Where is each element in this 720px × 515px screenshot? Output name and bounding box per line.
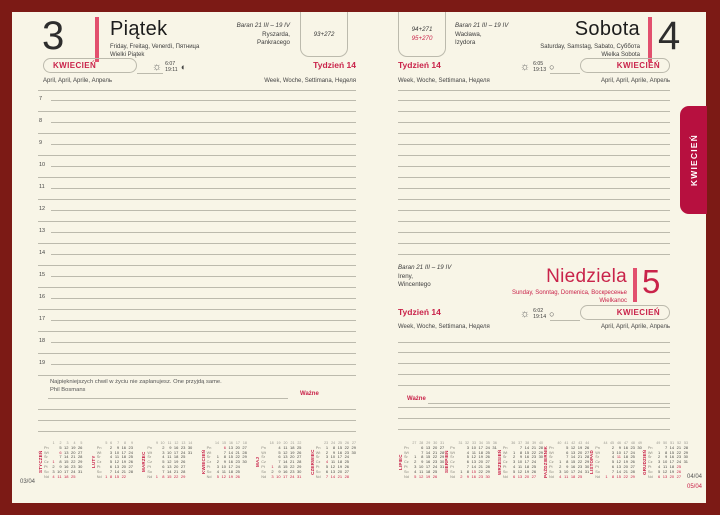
friday-holiday: Wielki Piątek	[110, 52, 145, 58]
sunday-month-box-line	[550, 320, 580, 321]
saturday-month-label: KWIECIEŃ	[616, 61, 660, 70]
saturday-day-translations: Saturday, Samstag, Sabato, Суббота	[540, 44, 640, 50]
mini-calendar	[543, 441, 589, 483]
ruled-line	[398, 134, 670, 145]
mini-calendar	[444, 441, 497, 483]
hour-row	[38, 222, 356, 233]
hour-label: 17	[39, 316, 46, 322]
saturday-day-number: 4	[658, 14, 681, 58]
saturday-sun-moon	[520, 61, 555, 73]
mini-calendar-month-label: PAŹDZIERNIK	[543, 445, 549, 479]
mini-calendar	[201, 441, 247, 483]
hour-row	[38, 134, 356, 145]
hour-label: 19	[39, 360, 46, 366]
mini-calendar-grid: 44 45 46 47 48 49 Pn 2 9 16 23 30 Wt 3 10 17 24 Śr 4 11 18 25 Cz 5 12 19 26 Pt 6 13 20 27 So 7 14 21 28 Nd 1 8 15 22 29	[595, 441, 642, 479]
friday-month-translations: April, April, Aprile, Апрель	[43, 78, 113, 84]
hour-row	[38, 354, 356, 365]
mini-calendar-grid: 36 37 38 39 40 Pn 7 14 21 28 Wt 1 8 15 22 29 Śr 2 9 16 23 30 Cz 3 10 17 24 Pt 4 11 18 25 So 5 12 19 26 Nd 6 13 20 27	[502, 441, 544, 479]
ruled-line	[38, 211, 356, 222]
mini-calendar-month-label: LIPIEC	[398, 454, 403, 470]
sunday-month-label: KWIECIEŃ	[616, 308, 660, 317]
mini-calendar-month-label: GRUDZIEŃ	[641, 449, 647, 475]
sunday-name-day-2: Wincentego	[398, 281, 431, 288]
sun-icon: ☼	[152, 60, 163, 73]
hour-row	[38, 244, 356, 255]
friday-sunset: 19:11	[165, 67, 178, 74]
saturday-name-day-1: Wacława,	[455, 30, 482, 38]
sunday-accent-bar	[633, 268, 637, 302]
sunday-holiday: Wielkanoc	[599, 298, 627, 304]
mini-calendar-grid: 9 10 11 12 13 14 Pn 2 9 16 23 30 Wt 3 10 17 24 31 Śr 4 11 18 25 Cz 5 12 19 26 Pt 6 13 20 27 So 7 14 21 28 Nd 1 8 15 22 29	[147, 441, 193, 479]
hour-row	[38, 266, 356, 277]
hour-row	[38, 112, 356, 123]
ruled-line	[38, 189, 356, 200]
mini-calendar	[255, 441, 301, 483]
ruled-line	[398, 189, 670, 200]
mini-calendar	[91, 441, 133, 483]
saturday-week-label: Tydzień 14	[398, 60, 441, 70]
mini-calendar	[642, 441, 688, 483]
hour-label: 12	[39, 206, 46, 212]
sunday-day-counter: 95+270	[411, 35, 433, 42]
hour-row	[38, 90, 356, 101]
mini-calendar-month-label: WRZESIEŃ	[496, 449, 502, 475]
ruled-line	[38, 321, 356, 332]
mini-calendar-grid: 1 2 3 4 5 Pn 5 12 19 26 Wt 6 13 20 27 Śr 7 14 21 28 Cz 1 8 15 22 29 Pt 2 9 16 23 30 So 3 10 17 24 31 Nd 4 11 18 25	[44, 441, 83, 479]
hour-row	[38, 200, 356, 211]
ruled-line	[398, 167, 670, 178]
ruled-line	[38, 421, 356, 432]
ruled-line	[398, 200, 670, 211]
sunday-name-day-1: Ireny,	[398, 272, 414, 280]
mini-calendar-month-label: MARZEC	[141, 451, 147, 473]
saturday-sunrise: 6:05	[533, 61, 544, 67]
saturday-day-counter: 94+271	[411, 26, 433, 33]
right-page-number-bottom: 05/04	[686, 483, 702, 490]
friday-month-label: KWIECIEŃ	[53, 61, 97, 70]
hour-label: 7	[39, 96, 43, 102]
month-tab	[680, 106, 707, 214]
saturday-notes-lines	[398, 90, 670, 255]
mini-calendar-month-label: LUTY	[90, 455, 96, 469]
ruled-line	[398, 408, 670, 419]
hour-label: 14	[39, 250, 46, 256]
sunday-week-translations: Week, Woche, Settimana, Неделя	[398, 324, 490, 330]
sun-icon: ☼	[520, 60, 531, 73]
ruled-line	[398, 353, 670, 364]
ruled-line	[38, 365, 356, 376]
sunday-notes-lines-b	[398, 397, 670, 430]
ruled-line	[38, 233, 356, 244]
friday-zodiac-block	[162, 22, 290, 48]
saturday-month-box	[580, 58, 670, 73]
mini-calendars-left	[38, 441, 356, 483]
sunday-zodiac: Baran 21 III – 19 IV	[398, 264, 452, 271]
saturday-sun-times	[533, 61, 546, 73]
sunday-month-translations: April, April, Aprile, Апрель	[600, 324, 670, 330]
mini-calendar-grid: 40 41 42 43 44 Pn 5 12 19 26 Wt 6 13 20 27 Śr 7 14 21 28 Cz 1 8 15 22 29 Pt 2 9 16 23 30 So 3 10 17 24 31 Nd 4 11 18 25	[549, 441, 590, 479]
ruled-line	[398, 156, 670, 167]
friday-day-translations: Friday, Freitag, Venerdì, Пятница	[110, 44, 200, 50]
saturday-month-box-line	[550, 73, 580, 74]
left-page-number: 03/04	[20, 479, 36, 485]
saturday-zodiac: Baran 21 III – 19 IV	[455, 22, 509, 29]
ruled-line	[398, 244, 670, 255]
saturday-week-translations: Week, Woche, Settimana, Неделя	[398, 78, 490, 84]
friday-important-label: Ważne	[300, 391, 319, 397]
mini-calendar	[141, 441, 192, 483]
ruled-line	[398, 90, 670, 101]
saturday-holiday: Wielka Sobota	[601, 52, 640, 58]
sunday-day-name: Niedziela	[546, 266, 627, 287]
ruled-line	[398, 101, 670, 112]
ruled-line	[398, 419, 670, 430]
ruled-line	[38, 123, 356, 134]
saturday-month-translations: April, April, Aprile, Апрель	[600, 78, 670, 84]
mini-calendar	[589, 441, 642, 483]
moon-phase-icon: ◐	[180, 61, 187, 72]
mini-calendar-month-label: SIERPIEŃ	[444, 450, 450, 474]
sunday-week-label: Tydzień 14	[398, 307, 441, 317]
mini-calendar-grid: 18 19 20 21 22 Pn 4 11 18 25 Wt 5 12 19 26 Śr 6 13 20 27 Cz 7 14 21 28 Pt 1 8 15 22 29 So 2 9 16 23 30 Nd 3 10 17 24 31	[261, 441, 302, 479]
hour-label: 8	[39, 118, 43, 124]
ruled-line	[38, 101, 356, 112]
hour-label: 15	[39, 272, 46, 278]
sunday-sunrise: 6:02	[533, 308, 544, 314]
hour-label: 13	[39, 228, 46, 234]
ruled-line	[398, 123, 670, 134]
friday-sun-times	[165, 61, 178, 73]
mini-calendar-grid: 5 6 7 8 9 Pn 2 9 16 23 Wt 3 10 17 24 Śr 4 11 18 25 Cz 5 12 19 26 Pt 6 13 20 27 So 7 14 21 28 Nd 1 8 15 22	[96, 441, 133, 479]
ruled-line	[398, 222, 670, 233]
mini-calendar-month-label: CZERWIEC	[309, 449, 315, 475]
friday-week-label: Tydzień 14	[313, 60, 356, 70]
hour-row	[38, 288, 356, 299]
moon-phase-icon: ○	[549, 61, 555, 72]
sunday-sunset: 19:14	[533, 314, 547, 321]
sunday-month-box	[580, 305, 670, 320]
ruled-line	[398, 375, 670, 386]
friday-month-box	[43, 58, 137, 73]
friday-important-row	[48, 392, 356, 399]
friday-week-translations: Week, Woche, Settimana, Неделя	[264, 78, 356, 84]
sunday-sun-moon	[520, 308, 555, 320]
sunday-day-translations: Sunday, Sonntag, Domenica, Воскресенье	[511, 290, 627, 296]
ruled-line	[38, 277, 356, 288]
ruled-line	[398, 233, 670, 244]
sunday-day-number: 5	[642, 263, 661, 300]
moon-phase-icon: ○	[549, 308, 555, 319]
hour-row	[38, 178, 356, 189]
mini-calendar-grid: 27 28 29 30 31 Pn 6 13 20 27 Wt 7 14 21 28 Śr 1 8 15 22 29 Cz 2 9 16 23 30 Pt 3 10 17 24 31 So 4 11 18 25 Nd 5 12 19 26	[404, 441, 445, 479]
ruled-line	[398, 397, 670, 408]
mini-calendar-month-label: LISTOPAD	[589, 450, 595, 474]
ruled-line	[38, 167, 356, 178]
friday-notes-lines	[38, 399, 356, 432]
hour-label: 16	[39, 294, 46, 300]
friday-hour-grid	[38, 90, 356, 376]
friday-name-day-1: Ryszarda,	[262, 30, 290, 38]
ruled-line	[398, 112, 670, 123]
mini-calendar-month-label: STYCZEŃ	[38, 450, 43, 474]
mini-calendar	[497, 441, 543, 483]
friday-day-counter-box	[300, 12, 348, 57]
quote-author: Phil Bosmans	[50, 387, 86, 393]
friday-accent-bar	[95, 17, 99, 62]
mini-calendar-grid: 31 32 33 34 35 36 Pn 3 10 17 24 31 Wt 4 11 18 25 Śr 5 12 19 26 Cz 6 13 20 27 Pt 7 14 21 28 So 1 8 15 22 29 Nd 2 9 16 23 30	[450, 441, 497, 479]
mini-calendar-grid: 14 15 16 17 18 Pn 6 13 20 27 Wt 7 14 21 28 Śr 1 8 15 22 29 Cz 2 9 16 23 30 Pt 3 10 17 24 So 4 11 18 25 Nd 5 12 19 26	[206, 441, 247, 479]
ruled-line	[398, 145, 670, 156]
friday-sun-moon	[152, 61, 186, 73]
mini-calendars-right	[398, 441, 689, 483]
hour-label: 18	[39, 338, 46, 344]
month-tab-label: KWIECIEŃ	[688, 133, 699, 187]
hour-row	[38, 156, 356, 167]
mini-calendar-month-label: MAJ	[255, 456, 261, 468]
friday-sunrise: 6:07	[165, 61, 176, 67]
ruled-line	[38, 343, 356, 354]
friday-day-name: Piątek	[110, 18, 168, 40]
sunday-important-label: Ważne	[407, 396, 426, 402]
ruled-line	[38, 399, 356, 410]
hour-label: 11	[39, 184, 45, 190]
mini-calendar	[310, 441, 356, 483]
sunday-sun-times	[533, 308, 546, 320]
mini-calendar	[398, 441, 444, 483]
saturday-name-day-2: Izydora	[455, 39, 476, 46]
diary-spread	[12, 12, 706, 503]
ruled-line	[398, 364, 670, 375]
ruled-line	[398, 178, 670, 189]
ruled-line	[38, 410, 356, 421]
mini-calendar	[38, 441, 82, 483]
mini-calendar-grid: 49 50 51 52 53 Pn 7 14 21 28 Wt 1 8 15 22 29 Śr 2 9 16 23 30 Cz 3 10 17 24 31 Pt 4 11 18 25 So 5 12 19 26 Nd 6 13 20 27	[647, 441, 689, 479]
hour-row	[38, 310, 356, 321]
saturday-sunset: 19:13	[533, 67, 547, 74]
friday-name-day-2: Pankracego	[256, 39, 290, 46]
sunday-title-block	[452, 266, 627, 305]
ruled-line	[38, 145, 356, 156]
right-page-numbers	[687, 473, 702, 492]
saturday-day-name: Sobota	[574, 18, 640, 40]
saturday-title-block	[462, 18, 640, 59]
mini-calendar-month-label: KWIECIEŃ	[200, 449, 206, 475]
sunday-zodiac-block	[398, 264, 451, 290]
sun-icon: ☼	[520, 307, 531, 320]
friday-day-number: 3	[42, 14, 65, 58]
ruled-line	[398, 342, 670, 353]
saturday-day-counter-box	[398, 12, 446, 57]
hour-label: 9	[39, 140, 43, 146]
sunday-notes-lines-a	[398, 342, 670, 386]
right-page-number-top: 04/04	[686, 474, 702, 480]
friday-day-counter: 93+272	[313, 30, 335, 38]
ruled-line	[38, 255, 356, 266]
ruled-line	[38, 299, 356, 310]
mini-calendar-grid: 23 24 25 26 27 Pn 1 8 15 22 29 Wt 2 9 16 23 30 Śr 3 10 17 24 Cz 4 11 18 25 Pt 5 12 19 26 So 6 13 20 27 Nd 7 14 21 28	[315, 441, 356, 479]
friday-zodiac: Baran 21 III – 19 IV	[236, 22, 290, 29]
quote-text: Najpiękniejszych chwil w życiu nie zaplanujesz. One przyjdą same.	[50, 379, 222, 385]
hour-row	[38, 332, 356, 343]
hour-label: 10	[39, 162, 46, 168]
saturday-accent-bar	[648, 17, 652, 62]
ruled-line	[398, 211, 670, 222]
